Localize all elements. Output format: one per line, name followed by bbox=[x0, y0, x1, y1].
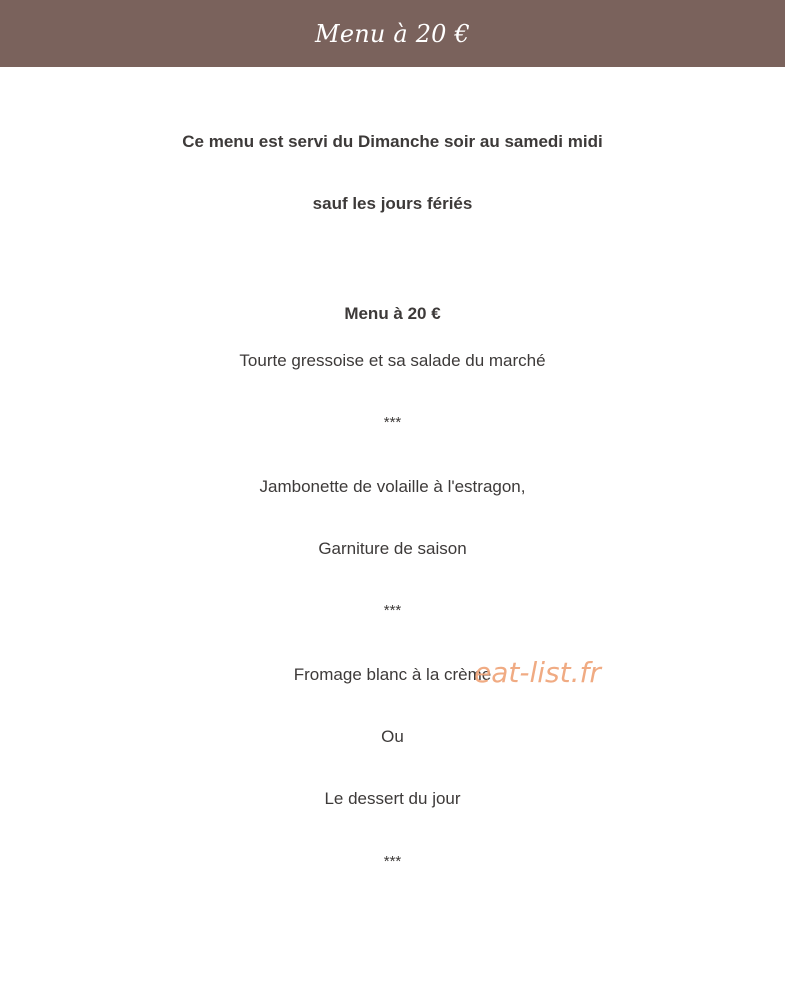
course-separator: *** bbox=[383, 602, 402, 619]
menu-item-dessert-alt: Le dessert du jour bbox=[324, 789, 461, 808]
page-header bbox=[0, 0, 785, 67]
menu-section-title: Menu à 20 € bbox=[344, 304, 441, 323]
menu-item-main: Jambonette de volaille à l'estragon, bbox=[259, 477, 526, 496]
menu-exclusion-text: sauf les jours fériés bbox=[312, 194, 473, 213]
menu-item-starter: Tourte gressoise et sa salade du marché bbox=[239, 351, 546, 370]
menu-item-dessert: Fromage blanc à la crème bbox=[293, 665, 492, 684]
watermark-logo: eat-list.fr bbox=[474, 656, 601, 689]
page-title: Menu à 20 € bbox=[315, 19, 470, 48]
course-separator: *** bbox=[383, 853, 402, 870]
menu-item-or: Ou bbox=[381, 727, 404, 746]
menu-availability-text: Ce menu est servi du Dimanche soir au samedi midi bbox=[182, 132, 603, 151]
menu-item-main-side: Garniture de saison bbox=[318, 539, 467, 558]
course-separator: *** bbox=[383, 414, 402, 431]
